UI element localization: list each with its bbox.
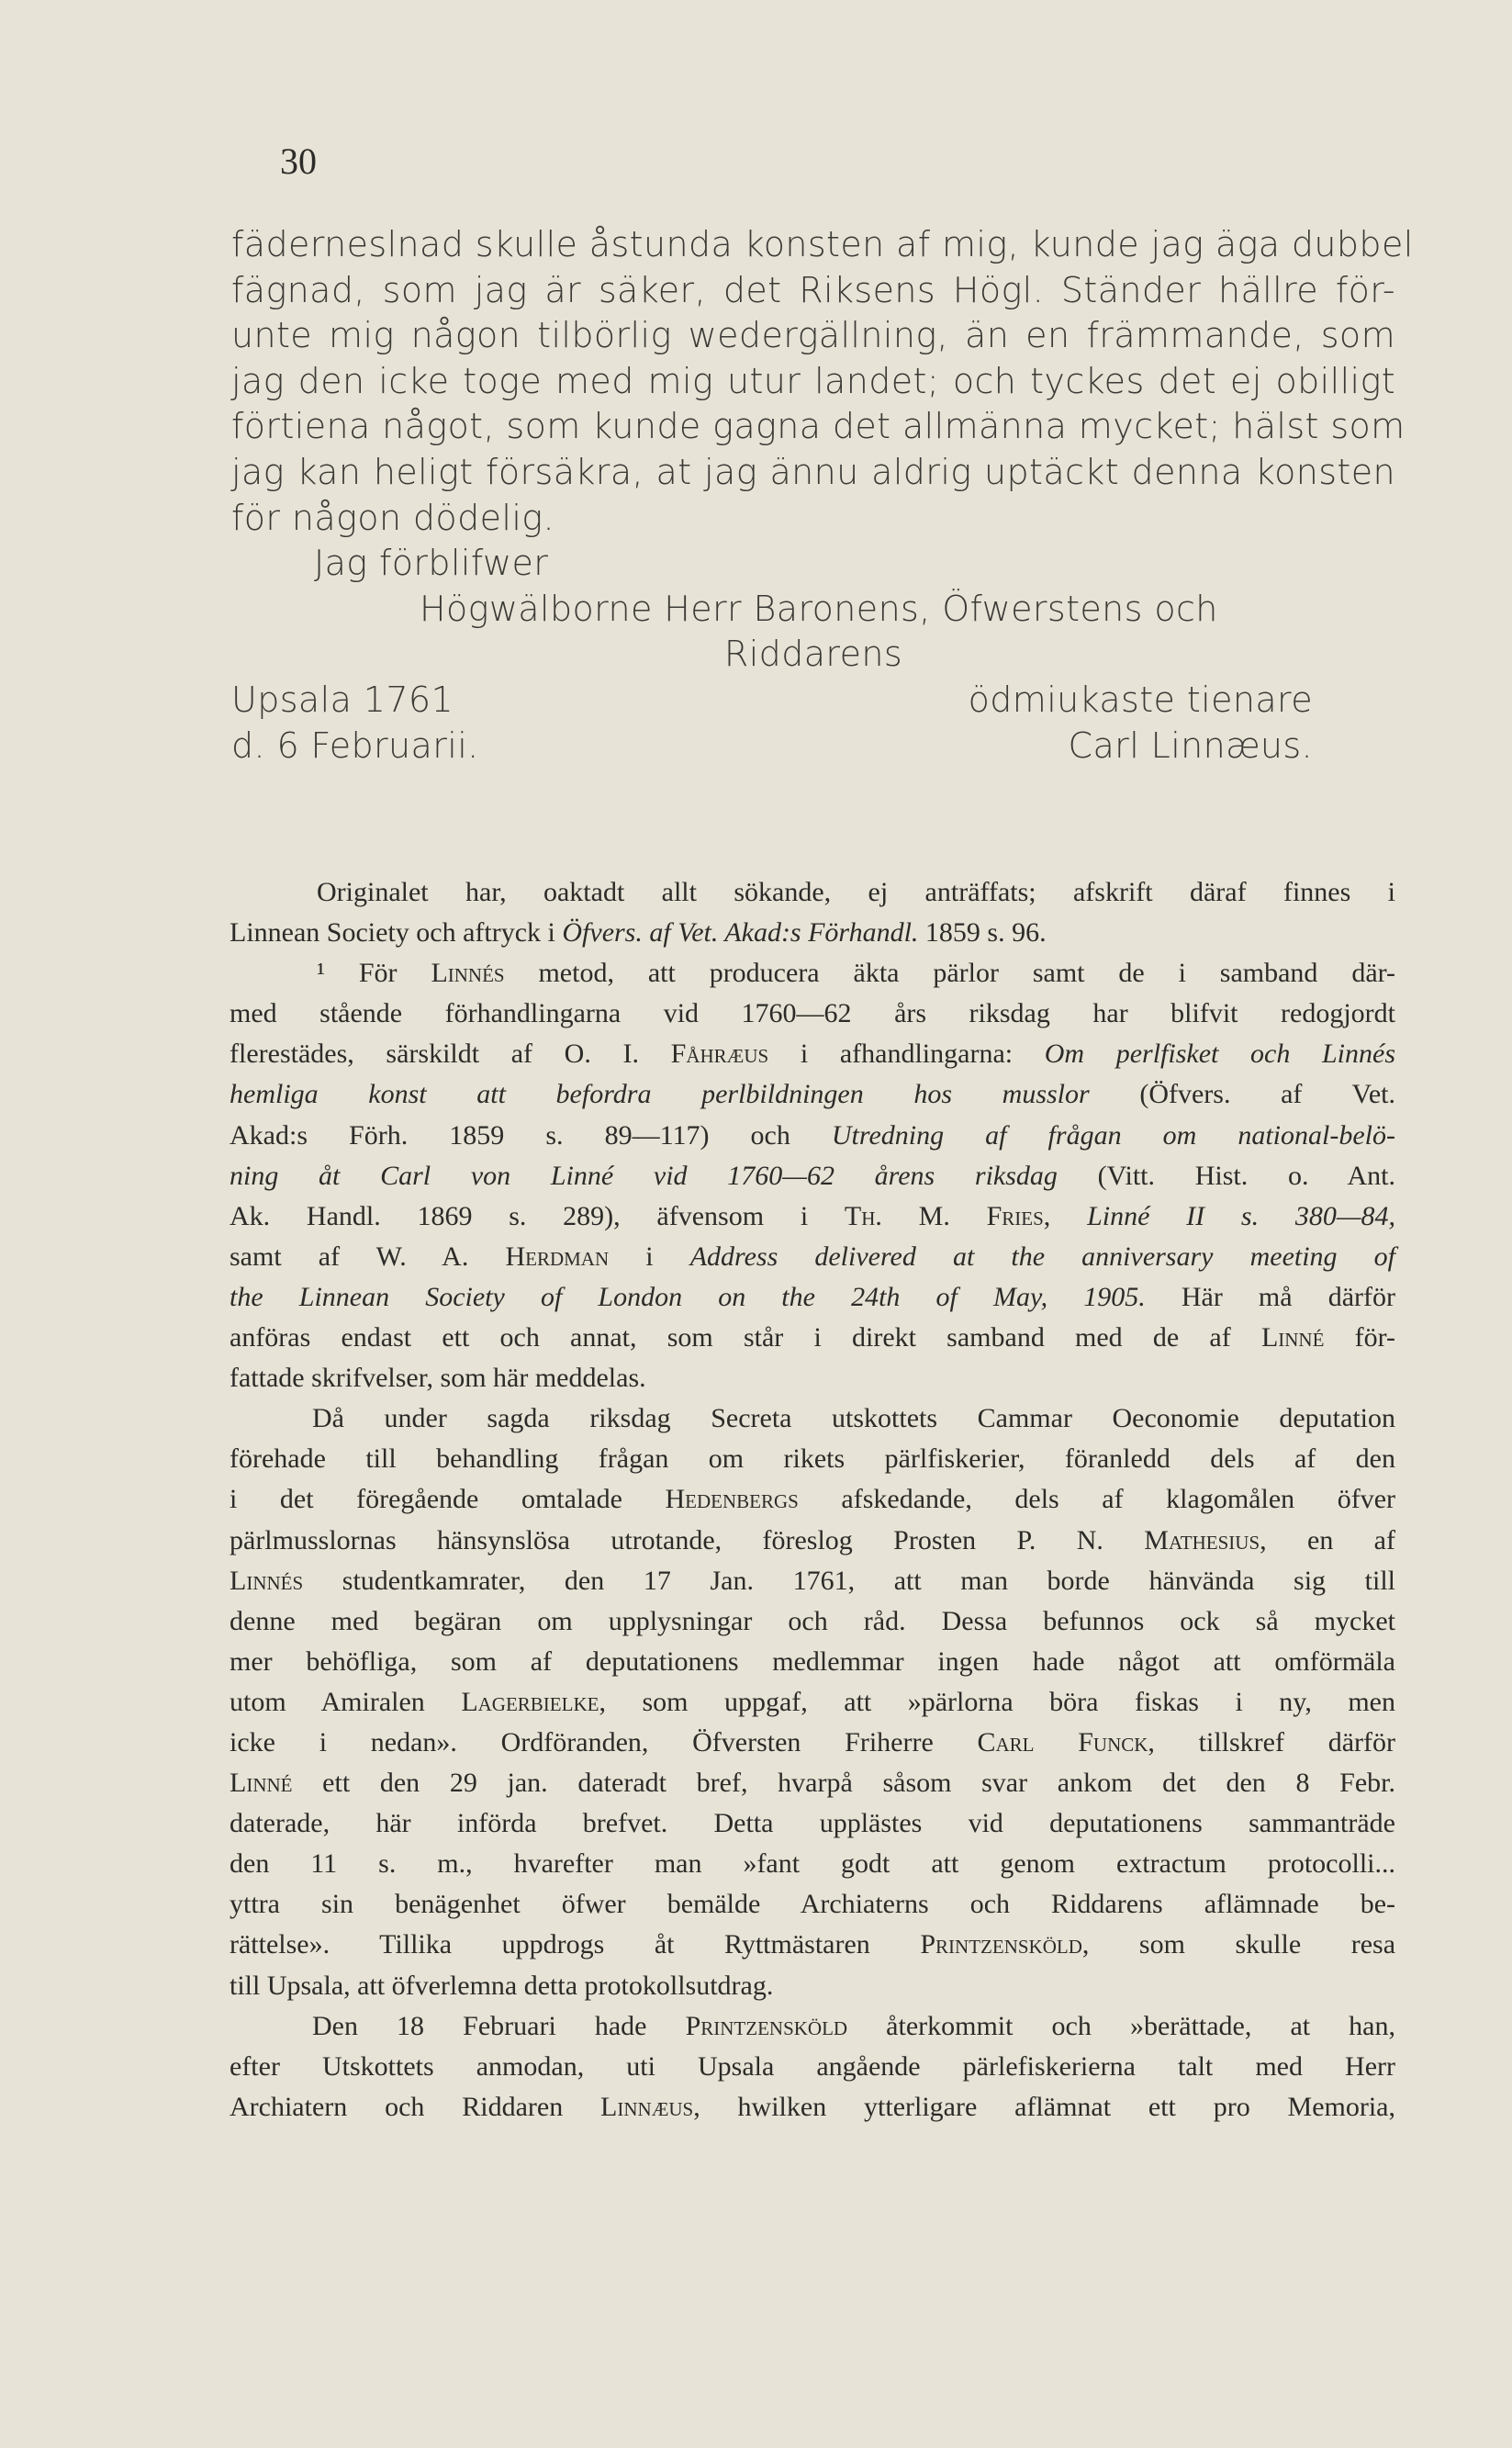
letter-subscription: ödmiukaste tienare <box>968 679 1313 720</box>
footnote-line: efter Utskottets anmodan, uti Upsala angående pärlefiskerierna talt med Herr <box>230 2050 1395 2082</box>
note-text: pärlmusslornas hänsynslösa utrotande, föreslog Prosten P. N. <box>230 1524 1145 1555</box>
footnote-line <box>230 1763 1395 1803</box>
letter-line: för någon dödelig. <box>231 497 554 538</box>
letter-line: fäderneslnad skulle åstunda konsten af mig, kunde jag äga dubbel <box>231 224 1414 264</box>
letter-place: Upsala 1761 <box>231 679 454 720</box>
letter-line: fägnad, som jag är säker, det Riksens Högl. Ständer hällre för- <box>231 269 1395 310</box>
footnote-line: förehade till behandling frågan om rikets pärlfiskerier, föranledd dels af den <box>230 1443 1395 1475</box>
footnote-line <box>230 1925 1395 1965</box>
note-text: ett den 29 jan. dateradt bref, hvarpå såsom svar ankom det den 8 Febr. <box>292 1768 1395 1799</box>
note-ref: ning åt Carl von Linné vid 1760—62 årens riksdag <box>230 1160 1058 1191</box>
footnote-line <box>230 1074 1395 1115</box>
note-text: afskedande, dels af klagomålen öfver <box>798 1484 1395 1515</box>
letter-closing: Jag förblifwer <box>314 543 549 584</box>
note-name: Herdman <box>505 1241 610 1272</box>
note-name: Carl Funck, <box>977 1726 1155 1757</box>
note-text: metod, att producera äkta pärlor samt de i samband där- <box>504 958 1396 989</box>
footnote-line: den 11 s. m., hvarefter man »fant godt att genom extractum protocolli... <box>230 1848 1395 1880</box>
letter-date: d. 6 Februarii. <box>231 724 479 766</box>
notes <box>230 872 1395 2128</box>
note-text: för- <box>1324 1322 1395 1353</box>
note-name: Hedenbergs <box>665 1484 799 1515</box>
note-name: Printzensköld <box>685 2010 848 2041</box>
letter-addressee: Högwälborne Herr Baronens, Öfwerstens och <box>420 588 1218 629</box>
note-text: utom Amiralen <box>230 1686 462 1717</box>
note-name: Linnæus, <box>600 2091 700 2122</box>
note-name: Linnés <box>230 1565 304 1596</box>
footnote-line: denne med begäran om upplysningar och råd. Dessa befunnos ock så mycket <box>230 1605 1395 1636</box>
letter-line: jag den icke toge med mig utur landet; och tyckes det ej obilligt <box>231 360 1395 401</box>
note-line <box>230 872 1395 913</box>
note-text: som uppgaf, att »pärlorna böra fiskas i ny, men <box>605 1686 1395 1717</box>
footnote-line <box>230 1156 1395 1196</box>
note-ref: Linné II s. 380—84, <box>1087 1200 1395 1231</box>
footnote-line <box>230 1521 1395 1561</box>
page-number: 30 <box>280 140 317 182</box>
letter-addressee: Riddarens <box>723 634 903 675</box>
note-text: ¹ För <box>317 958 431 989</box>
note-text: i <box>609 1241 690 1272</box>
note-text: Ak. Handl. 1869 s. 289), äfvensom i <box>230 1200 845 1231</box>
note-name: Lagerbielke, <box>461 1686 606 1717</box>
note-text: (Vitt. Hist. o. Ant. <box>1057 1160 1396 1191</box>
footnote-line <box>230 1034 1395 1074</box>
footnote-line: Då under sagda riksdag Secreta utskottets Cammar Oeconomie deputation <box>312 1403 1395 1434</box>
note-name: Fåhræus <box>670 1039 769 1070</box>
note-name: Printzensköld, <box>920 1929 1090 1960</box>
footnote-line: till Upsala, att öfverlemna detta protokollsutdrag. <box>230 1970 774 2001</box>
note-text: Här må därför <box>1145 1281 1395 1312</box>
footnote-line <box>230 1196 1395 1237</box>
note-name: Linné <box>230 1768 293 1799</box>
footnote-line <box>230 1682 1395 1723</box>
footnote-line: med stående förhandlingarna vid 1760—62 års riksdag har blifvit redogjordt <box>230 998 1395 1029</box>
note-text <box>1050 1201 1087 1231</box>
letter-place-row <box>231 678 1395 724</box>
note-ref: Öfvers. af Vet. Akad:s Förhandl. <box>562 917 919 949</box>
note-text: hwilken ytterligare aflämnat ett pro Memoria, <box>700 2091 1395 2122</box>
note-text: Den 18 Februari hade <box>312 2010 686 2041</box>
note-ref: the Linnean Society of London on the 24th of May, 1905. <box>230 1281 1146 1312</box>
note-text: Archiatern och Riddaren <box>230 2091 601 2122</box>
note-text: som skulle resa <box>1089 1929 1396 1960</box>
note-ref: Om perlfisket och Linnés <box>1044 1039 1395 1070</box>
footnote-line <box>230 1237 1395 1277</box>
footnote-line: fattade skrifvelser, som här meddelas. <box>230 1363 646 1394</box>
note-ref: Utredning af frågan om national-belö- <box>831 1119 1395 1151</box>
letter-text <box>231 222 1414 769</box>
footnote-line <box>230 1479 1395 1520</box>
letter-line: förtiena något, som kunde gagna det allmänna mycket; hälst som <box>231 406 1406 447</box>
footnote-line <box>230 1723 1395 1763</box>
note-ref: Address delivered at the anniversary meeting of <box>689 1241 1395 1272</box>
note-text: samt af W. A. <box>230 1241 506 1272</box>
note-name: Th. M. Fries, <box>844 1200 1051 1231</box>
footnote-line <box>230 953 1395 994</box>
note-text: Originalet har, oaktadt allt sökande, ej anträffats; afskrift däraf finnes i <box>317 877 1395 907</box>
note-text: i afhandlingarna: <box>768 1039 1045 1070</box>
note-text: anföras endast ett och annat, som står i direkt samband med de af <box>230 1322 1261 1353</box>
footnote-line <box>230 1318 1395 1358</box>
note-text: (Öfvers. af Vet. <box>1089 1079 1395 1110</box>
note-text: icke i nedan». Ordföranden, Öfversten Friherre <box>230 1726 978 1757</box>
note-text: Akad:s Förh. 1859 s. 89—117) och <box>230 1119 832 1151</box>
note-name: Mathesius, <box>1144 1524 1267 1555</box>
note-ref: hemliga konst att befordra perlbildningen hos musslor <box>230 1079 1090 1110</box>
note-text: Linnean Society och aftryck i <box>230 917 563 949</box>
footnote-line <box>230 2006 1395 2047</box>
letter-signature: Carl Linnæus. <box>1068 724 1313 766</box>
note-line <box>230 913 1395 953</box>
note-name: Linné <box>1260 1322 1325 1353</box>
note-text: i det föregående omtalade <box>230 1484 666 1515</box>
letter-line: jag kan heligt försäkra, at jag ännu aldrig uptäckt denna konsten <box>231 451 1395 492</box>
note-name: Linnés <box>431 958 505 989</box>
letter-line: unte mig någon tilbörlig wedergällning, än en främmande, som <box>231 315 1395 356</box>
footnote-line <box>230 2087 1395 2128</box>
note-text: studentkamrater, den 17 Jan. 1761, att man borde hänvända sig till <box>303 1565 1395 1596</box>
note-text: 1859 s. 96. <box>918 917 1047 949</box>
letter-date-row <box>231 724 1395 769</box>
note-text: tillskref därför <box>1154 1726 1395 1757</box>
note-text: flerestädes, särskildt af O. I. <box>230 1039 671 1070</box>
footnote-line <box>230 1116 1395 1156</box>
footnote-line: mer behöfliga, som af deputationens medlemmar ingen hade något att omförmäla <box>230 1645 1395 1677</box>
footnote-line: daterade, här införda brefvet. Detta upplästes vid deputationens sammanträde <box>230 1808 1395 1839</box>
footnote-line: yttra sin benägenhet öfwer bemälde Archiaterns och Riddarens aflämnade be- <box>230 1889 1395 1920</box>
note-text: en af <box>1266 1524 1395 1555</box>
note-text: rättelse». Tillika uppdrogs åt Ryttmästaren <box>230 1929 921 1960</box>
footnote-line <box>230 1277 1395 1318</box>
footnote-line <box>230 1561 1395 1601</box>
note-text: återkommit och »berättade, at han, <box>847 2010 1396 2041</box>
